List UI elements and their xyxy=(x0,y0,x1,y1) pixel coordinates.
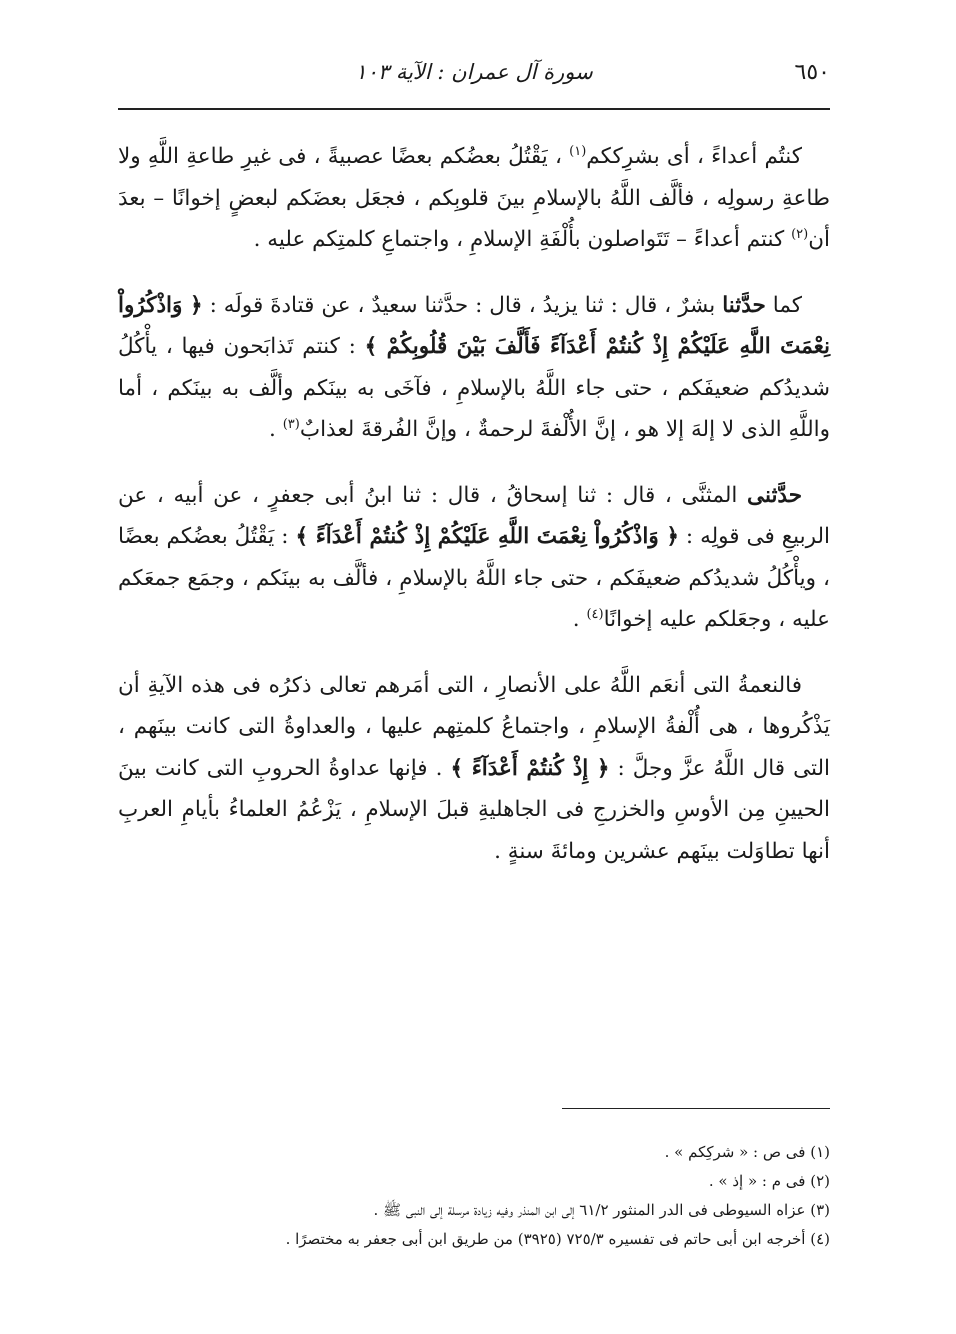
paragraph-2 xyxy=(118,285,830,451)
paragraph-3 xyxy=(118,475,830,641)
text-run: فالنعمةُ التى أنعَم اللَّهُ على الأنصارِ ، التى أمَرهم تعالى ذكرُه فى هذه الآيةِ أن يَذْكُروها ، هى أُلْفةُ الإسلامِ ، واجتماعُ كلمتِهم عليها ، والعداوةُ التى كانت بينَهم ، التى قال اللَّهُ عزَّ وجلَّ : xyxy=(118,672,830,781)
quran-verse: ﴿ وَاذْكُرُواْ نِعْمَتَ اللَّهِ عَلَيْكُمْ إِذْ كُنتُمْ أَعْدَآءً فَأَلَّفَ بَيْنَ قُلُوبِكُمْ ﴾ xyxy=(118,292,830,359)
footnote-3: (٣) عزاه السيوطى فى الدر المنثور ٦١/٢ إلى ابن المنذر وفيه زيادة مرسلة إلى النبى ﷺ . xyxy=(373,1201,830,1219)
text-run: . فإنها عداوةُ الحروبِ التى كانت بينَ الحيينِ مِن الأوسِ والخزرجِ فى الجاهليةِ قبلَ الإسلامِ ، يَزْعُمُ العلماءُ بأيامِ العربِ أنها تطاوَلت بينَهم عشرين ومائةَ سنةٍ . xyxy=(118,755,830,864)
text-run: كما xyxy=(765,292,802,318)
footnote-ref: (٤) xyxy=(586,606,604,622)
text-run: . xyxy=(572,607,587,632)
footnote-separator xyxy=(562,1108,830,1109)
paragraph-1 xyxy=(118,136,830,261)
footnotes xyxy=(118,1138,830,1254)
text-run: . xyxy=(269,417,283,442)
text-run: : كنتم تَذابَحون فيها ، يأْكُلُ شديدُكم ضعيفَكم ، حتى جاء اللَّهُ بالإسلامِ ، فآخَى به بينَكم وألَّف به بينَكم ، أما واللَّهِ الذى لا إلهَ إلا هو ، إنَّ الأُلْفةَ لرحمةٌ ، وإنَّ الفُرقةَ لعذابٌ xyxy=(118,334,830,442)
quran-verse: ﴿ إِذْ كُنتُمْ أَعْدَآءً ﴾ xyxy=(450,755,610,781)
text-run: كنتم أعداءً – تَتَواصلون بأُلْفَةِ الإسلامِ ، واجتماعِ كلمتِكم عليه . xyxy=(253,227,792,252)
main-text xyxy=(118,136,830,896)
footnote-ref: (١) xyxy=(569,143,587,159)
page-header xyxy=(118,58,830,94)
isnad-keyword: حدَّثنى xyxy=(747,482,802,508)
footnote-ref: (٣) xyxy=(282,416,300,432)
page-number: ٦٥٠ xyxy=(794,60,830,85)
text-run: ، يَقْتُلُ بعضُكم بعضًا عصبيةً ، فى غيرِ طاعةِ اللَّهِ ولا طاعةِ رسولِه ، فألَّف اللَّهُ بالإسلامِ بينَ قلوبِكم ، فجعَل بعضَكم لبعضٍ إخوانًا – بعدَ أن xyxy=(118,144,830,252)
text-run: بشرٌ ، قال : ثنا يزيدُ ، قال : حدَّثنا سعيدٌ ، عن قتادةَ قولَه : xyxy=(202,292,723,318)
paragraph-4 xyxy=(118,665,830,873)
isnad-keyword: حدَّثنا xyxy=(722,292,766,318)
text-run: كنتُم أعداءً ، أى بشرِككم xyxy=(586,144,802,169)
text-run: المثنَّى ، قال : ثنا إسحاقُ ، قال : ثنا ابنُ أبى جعفرٍ ، عن أبيه ، عن الربيعِ فى قولِه : xyxy=(118,482,830,549)
footnote-4: (٤) أخرجه ابن أبى حاتم فى تفسيره ٧٢٥/٣ (٣٩٢٥) من طريق ابن أبى جعفر به مختصرًا . xyxy=(285,1230,830,1248)
running-title: سورة آل عمران : الآية ١٠٣ xyxy=(355,60,593,84)
footnote-2: (٢) فى م : « إذ » . xyxy=(708,1172,830,1190)
header-rule xyxy=(118,108,830,110)
quran-verse: ﴿ وَاذْكُرُواْ نِعْمَتَ اللَّهِ عَلَيْكُمْ إِذْ كُنتُمْ أَعْدَآءً ﴾ xyxy=(295,524,679,549)
footnote-1: (١) فى ص : « شركِكم » . xyxy=(664,1143,830,1161)
footnote-ref: (٢) xyxy=(791,226,809,242)
text-run: : يَقْتُلُ بعضُكم بعضًا ، ويأْكُلُ شديدُكم ضعيفَكم ، حتى جاء اللَّهُ بالإسلامِ ، فألَّف به بينَكم ، وجمَع جمعَكم عليه ، وجعَلكم عليه إخوانًا xyxy=(118,524,830,632)
